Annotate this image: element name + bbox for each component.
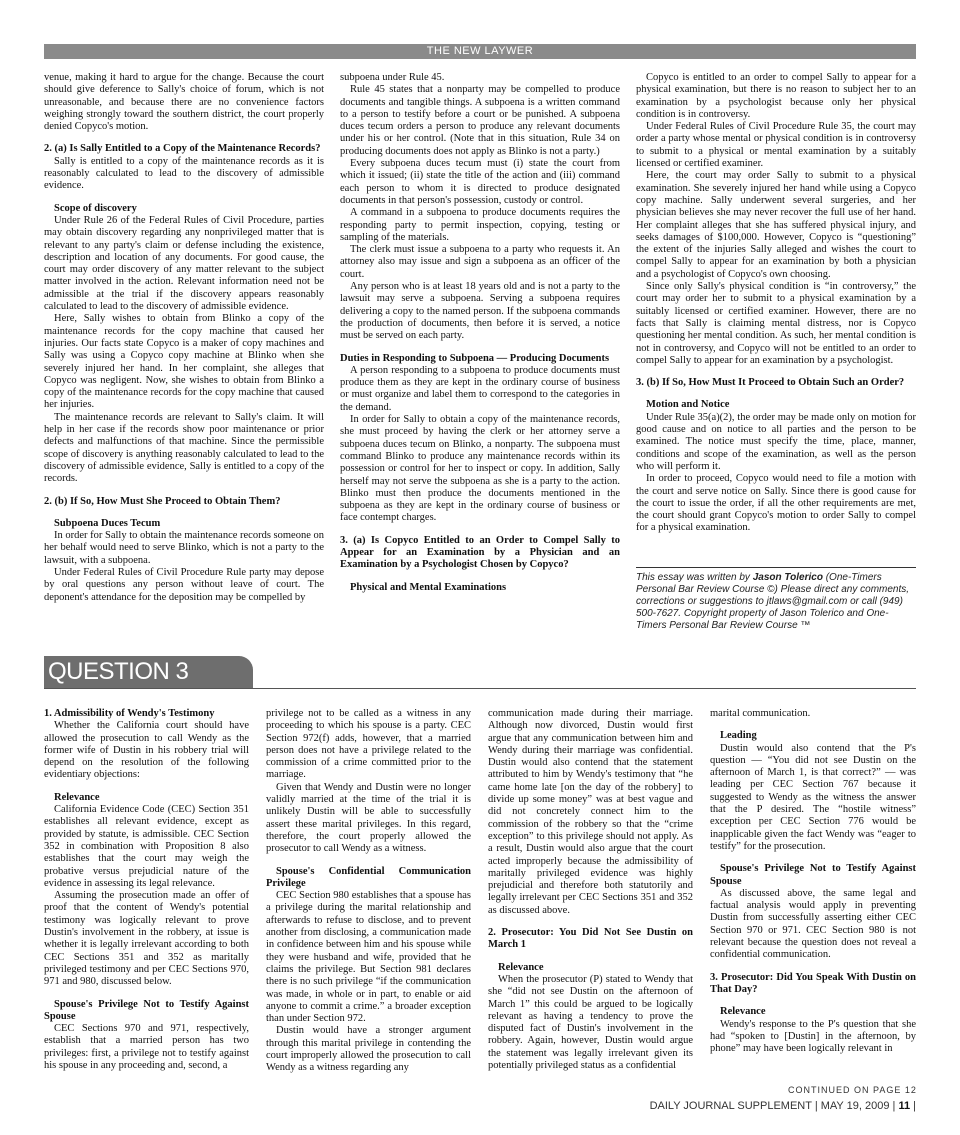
paragraph: CEC Section 980 establishes that a spouse has a privilege during the marital relationship and afterwards to refuse to disclose, and to prevent another from disclosing, a communication made in confidence between him and his spouse while they were husband and wife, provided that he claims the privilege. But Section 981 declares there is no such privilege “if the communication was made, in whole or in part, to enable or aid anyone to commit a crime.” a broader exception than under Section 972.	[266, 890, 471, 1025]
question-divider	[44, 688, 916, 689]
section-heading: Spouse's Privilege Not to Testify Against Spouse	[44, 998, 249, 1022]
section-heading: 2. (a) Is Sally Entitled to a Copy of the Maintenance Records?	[44, 143, 321, 155]
section-heading: 3. (b) If So, How Must It Proceed to Obtain Such an Order?	[636, 377, 905, 389]
article-column-3	[636, 72, 916, 535]
credit-author: Jason Tolerico	[752, 572, 823, 583]
paragraph: California Evidence Code (CEC) Section 351 establishes all relevant evidence, except as provided by statute, is admissible. CEC Section 352 in combination with Proposition 8 also establishes that the court may weigh the probative versus prejudicial nature of the evidence in assessing its legal relevance.	[44, 804, 249, 889]
section-heading: 3. Prosecutor: Did You Speak With Dustin on That Day?	[710, 971, 916, 995]
paragraph: The maintenance records are relevant to Sally's claim. It will help in her case if the records show poor maintenance or prior defects and malfunctions of that machine. Since the permissible scope of discovery is anything reasonably calculated to lead to the discovery of admissible evidence, Sally is entitled to a copy of the records.	[44, 411, 324, 485]
paragraph: Under Federal Rules of Civil Procedure Rule party may depose by oral questions any person without leave of court. The deponent's attendance for the deposition may be compelled by	[44, 566, 324, 603]
section-heading: Relevance	[720, 1006, 766, 1018]
paragraph: Copyco is entitled to an order to compel Sally to appear for a physical examination, but there is no reason to subject her to an examination by a psychologist because only her physical condition is in controversy.	[636, 72, 916, 120]
section-heading: 2. Prosecutor: You Did Not See Dustin on March 1	[488, 927, 693, 951]
page-footer: DAILY JOURNAL SUPPLEMENT | MAY 19, 2009 | 11 |	[649, 1100, 916, 1112]
section-heading: Leading	[720, 730, 757, 742]
paragraph: In order for Sally to obtain a copy of the maintenance records, she must proceed by having the clerk or her attorney serve a subpoena duces tecum on Blinko, a nonparty. The subpoena must command Blinko to produce any maintenance records within its possession or control for her to inspect or copy. In addition, Sally herself may not serve the subpoena as she is a party to the action. Blinko must then produce the documents mentioned in the subpoena as they are kept in the ordinary course of business or face contempt charges.	[340, 414, 620, 524]
section-banner: THE NEW LAYWER	[44, 44, 916, 59]
section-heading: Relevance	[498, 961, 544, 973]
article-column-1	[44, 72, 324, 604]
paragraph: A command in a subpoena to produce documents requires the responding party to permit inspection, copying, testing or sampling of the materials.	[340, 207, 620, 243]
author-credit	[636, 567, 916, 632]
paragraph: Under Rule 35(a)(2), the order may be made only on motion for good cause and on notice to all parties and the person to be examined. The notice must specify the time, place, manner, conditions and scope of the examination, as well as the person who will perform it.	[636, 411, 916, 472]
credit-pre: This essay was written by	[636, 572, 753, 583]
section-heading: Duties in Responding to Subpoena — Producing Documents	[340, 352, 610, 364]
question-column-4	[710, 708, 916, 1055]
section-heading: 2. (b) If So, How Must She Proceed to Obtain Them?	[44, 495, 281, 507]
paragraph: subpoena under Rule 45.	[340, 72, 445, 83]
section-heading: Scope of discovery	[54, 202, 137, 214]
paragraph: venue, making it hard to argue for the change. Because the court should give deference to Sally's choice of forum, which is not unreasonable, and because there are no convenience factors weighing strongly toward the southern district, the court properly denied Copyco's motion.	[44, 72, 324, 133]
question-column-1	[44, 708, 249, 1072]
page-number: 11	[898, 1100, 911, 1112]
section-heading: Subpoena Duces Tecum	[54, 517, 161, 529]
paragraph: Here, Sally wishes to obtain from Blinko a copy of the maintenance records for the copy machine that caused her injuries. Our facts state Copyco is a maker of copy machines and Sally was using a Copyco copy machine at Blinko when she severely injured her hand. In her complaint, she alleges that Copyco was negligent. Now, she wishes to obtain from Blinko a copy of the maintenance records for the copy machine that caused her injuries.	[44, 313, 324, 411]
credit-post: (One-Timers Personal Bar Review Course ©) Please direct any comments, corrections or suggestions to jtlaws@gmail.com or call (949) 500-7627. Copyright property of Jason Tolerico and One-Timers Personal Bar Review Course ™	[636, 572, 910, 631]
paragraph: privilege not to be called as a witness in any proceeding to which his spouse is a party. CEC Section 972(f) adds, however, that a married person does not have a privilege related to the commission of a crime committed prior to the marriage.	[266, 708, 471, 781]
paragraph: Given that Wendy and Dustin were no longer validly married at the time of the trial it is unlikely Dustin will be able to successfully assert these marital privileges. In this regard, therefore, the court properly allowed the prosecutor to call Wendy as a witness.	[266, 781, 471, 855]
paragraph: In order to proceed, Copyco would need to file a motion with the court and serve notice on Sally. Since there is good cause for the court to issue the order, if all the other requirements are met, the court should grant Copyco's motion to order Sally to compel for a physical examination.	[636, 473, 916, 534]
section-heading: Relevance	[54, 791, 100, 803]
paragraph: Sally is entitled to a copy of the maintenance records as it is reasonably calculated to lead to the discovery of admissible evidence.	[44, 155, 324, 192]
paragraph: As discussed above, the same legal and factual analysis would apply in preventing Dustin from successfully asserting either CEC Section 970 or 971. CEC Section 980 is not relevant because the question does not reveal a confidential communication.	[710, 887, 916, 961]
question-column-3	[488, 708, 693, 1072]
section-heading: 1. Admissibility of Wendy's Testimony	[44, 708, 215, 719]
paragraph: In order for Sally to obtain the maintenance records someone on her behalf would need to serve Blinko, which is not a party to the lawsuit, with a subpoena.	[44, 530, 324, 566]
paragraph: Whether the California court should have allowed the prosecution to call Wendy as the former wife of Dustin in his robbery trial will depend on the resolution of the following evidentiary objections:	[44, 720, 249, 781]
section-heading: 3. (a) Is Copyco Entitled to an Order to Compel Sally to Appear for an Examination by a Physician and an Examination by a Psychologist Chosen by Copyco?	[340, 534, 620, 571]
section-heading: Physical and Mental Examinations	[350, 581, 507, 593]
paragraph: Under Federal Rules of Civil Procedure Rule 35, the court may order a party whose mental or physical condition is in controversy to submit to a physical or mental examination by a suitably licensed or certified examiner.	[636, 121, 916, 170]
question-heading: QUESTION 3	[44, 656, 253, 688]
paragraph: CEC Sections 970 and 971, respectively, establish that a married person has two privileges: first, a privilege not to testify against his spouse in any proceeding and, second, a	[44, 1023, 249, 1072]
paragraph: Under Rule 26 of the Federal Rules of Civil Procedure, parties may obtain discovery regarding any nonprivileged matter that is relevant to any party's claim or defense including the existence, description and location of any documents. For good cause, the court may order discovery of any matter relevant to the subject matter involved in the action. Relevant information need not be admissible at the trial if the discovery appears reasonably calculated to lead to the discovery of admissible evidence.	[44, 214, 324, 313]
continued-notice: CONTINUED ON PAGE 12	[788, 1085, 917, 1095]
section-heading: Motion and Notice	[646, 399, 730, 411]
paragraph: Wendy's response to the P's question that she had “spoken to [Dustin] in the afternoon, by phone” may have been logically relevant in	[710, 1018, 916, 1055]
paragraph: A person responding to a subpoena to produce documents must produce them as they are kept in the ordinary course of business or must organize and label them to correspond to the categories in the demand.	[340, 364, 620, 413]
paragraph: Since only Sally's physical condition is “in controversy,” the court may order her to submit to a physical examination by a suitably licensed or certified examiner. However, there are no facts that Sally is claiming mental distress, nor is Copyco questioning her mental condition. As such, her mental condition is not in controversy, and Copyco will not be entitled to an order to compel Sally to appear for an examination by a psychologist.	[636, 281, 916, 366]
paragraph: Any person who is at least 18 years old and is not a party to the lawsuit may serve a subpoena. Serving a subpoena requires delivering a copy to the named person. If the subpoena commands the production of documents, then before it is served, a notice must be served on each party.	[340, 281, 620, 342]
paragraph: Dustin would have a stronger argument through this marital privilege in contending the court improperly allowed the prosecution to call Wendy as a witness regarding any	[266, 1025, 471, 1074]
article-column-2	[340, 72, 620, 594]
paragraph: Assuming the prosecution made an offer of proof that the content of Wendy's potential testimony was logically relevant to prove Dustin's involvement in the robbery, at issue is whether it is legally irrelevant according to both CEC Sections 351 and 352 as maritally privileged testimony and per CEC Sections 970, 971 and 980, discussed below.	[44, 890, 249, 988]
footer-date: MAY 19, 2009	[820, 1100, 890, 1112]
paragraph: When the prosecutor (P) stated to Wendy that she “did not see Dustin on the afternoon of March 1” this could be argued to be logically relevant as having a tendency to prove the disputed fact of Dustin's involvement in the robbery. Again, however, Dustin would argue the statement was legally irrelevant given its potentially privileged status as a confidential	[488, 973, 693, 1072]
paragraph: Here, the court may order Sally to submit to a physical examination. She severely injured her hand while using a Copyco copy machine. Sally underwent several surgeries, and her physician believes she may never recover the full use of her hand. Her complaint alleges that she has suffered physical injury, and seeks damages of $100,000. However, Copyco is “questioning” the extent of the injuries Sally alleged and wishes the court to compel Sally to appear for an examination by both a physician and a psychologist of Copyco's own choosing.	[636, 170, 916, 280]
section-heading: Spouse's Confidential Communication Privilege	[266, 865, 471, 889]
paragraph: The clerk must issue a subpoena to a party who requests it. An attorney also may issue and sign a subpoena as an officer of the court.	[340, 244, 620, 280]
footer-publication: DAILY JOURNAL SUPPLEMENT	[649, 1100, 812, 1112]
paragraph: Every subpoena duces tecum must (i) state the court from which it issued; (ii) state the title of the action and (iii) command each person to whom it is directed to produce designated documents in that person's possession, custody or control.	[340, 158, 620, 206]
paragraph: marital communication.	[710, 708, 811, 719]
paragraph: Rule 45 states that a nonparty may be compelled to produce documents and tangible things. A subpoena is a written command to a person to testify before a court or be punished. A subpoena duces tecum orders a person to produce any relevant documents under his or her control. (Note that in this situation, Rule 34 on producing documents does not apply as Blinko is not a party.)	[340, 84, 620, 157]
paragraph: communication made during their marriage. Although now divorced, Dustin would first argue that any communication between him and Wendy during their marriage was confidential. Dustin would also contend that the statement attributed to him by Wendy's testimony that “he came home late [on the day of the robbery] to divide up some money” was at best vague and did not concretely connect him to the commission of the robbery so that the “crime exception” to this privilege should not apply. As a result, Dustin would also argue that the court acted improperly because the admissibility of maritally privileged evidence was highly prejudicial and therefore both statutorily and legally irrelevant per CEC Sections 351 and 352 as discussed above.	[488, 708, 693, 916]
paragraph: Dustin would also contend that the P's question — “You did not see Dustin on the afternoon of March 1, is that correct?” — was leading per CEC Section 767 because it suggested to Wendy as the witness the answer that the P desired. The “hostile witness” exception per CEC Section 776 would be inapplicable given the fact Wendy was “eager to testify” for the prosecution.	[710, 742, 916, 852]
section-heading: Spouse's Privilege Not to Testify Against Spouse	[710, 863, 916, 887]
question-column-2	[266, 708, 471, 1075]
